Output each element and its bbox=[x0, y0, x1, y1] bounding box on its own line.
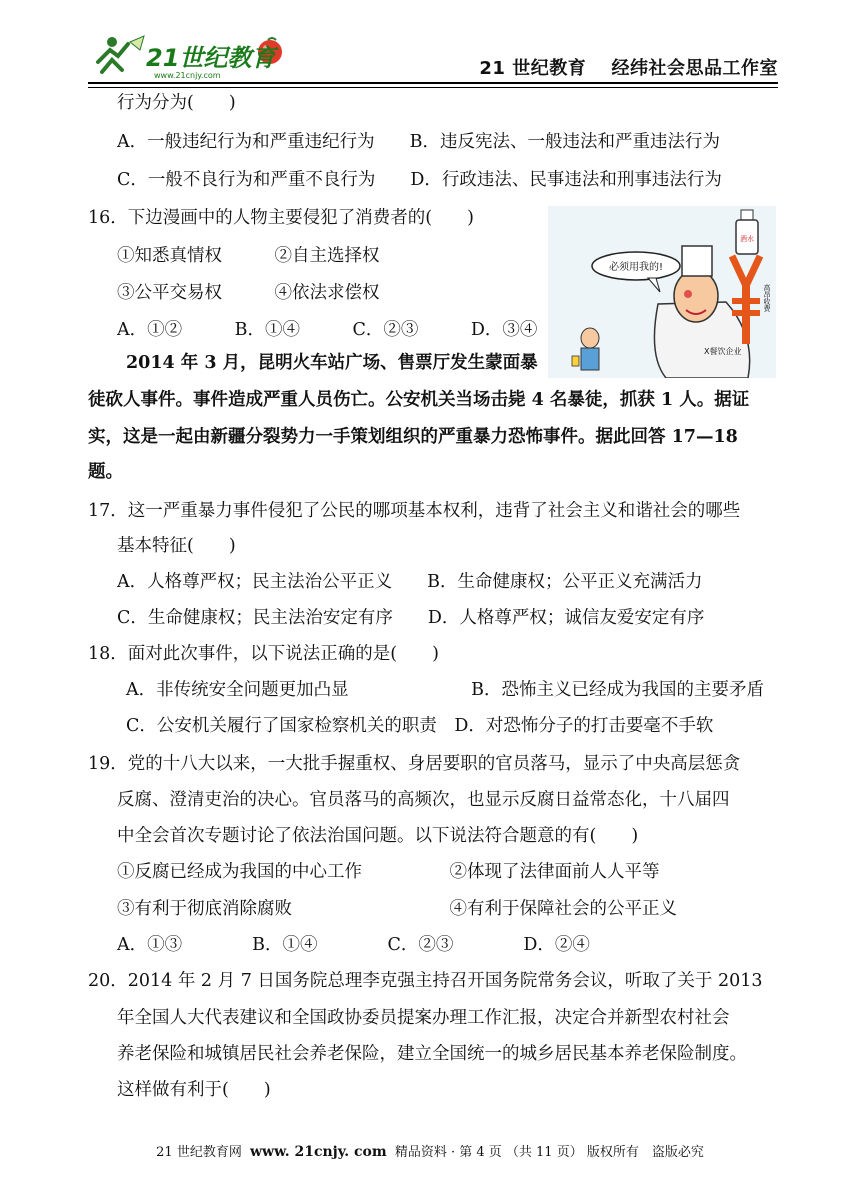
logo-url: www.21cnjy.com bbox=[154, 71, 221, 80]
text-line: 年全国人大代表建议和全国政协委员提案办理工作汇报，决定合并新型农村社会 bbox=[117, 1008, 730, 1028]
text-line: A．一般违纪行为和严重违纪行为 B．违反宪法、一般违法和严重违法行为 bbox=[117, 132, 720, 152]
text-line: A．非传统安全问题更加凸显 B．恐怖主义已经成为我国的主要矛盾 bbox=[126, 680, 764, 700]
passage-line: 题。 bbox=[88, 462, 123, 482]
text-line: 中全会首次专题讨论了依法治国问题。以下说法符合题意的有( ) bbox=[117, 826, 639, 846]
text-line: 养老保险和城镇居民社会养老保险，建立全国统一的城乡居民基本养老保险制度。 bbox=[117, 1044, 747, 1064]
question-18: 18．面对此次事件，以下说法正确的是( ) bbox=[88, 644, 439, 664]
text-line: C．公安机关履行了国家检察机关的职责 D．对恐怖分子的打击要毫不手软 bbox=[126, 716, 714, 736]
text-line: C．一般不良行为和严重不良行为 D．行政违法、民事违法和刑事违法行为 bbox=[117, 170, 722, 190]
text-line: ③公平交易权 ④依法求偿权 bbox=[117, 283, 380, 303]
site-logo bbox=[88, 32, 288, 80]
text-line: ③有利于彻底消除腐败 ④有利于保障社会的公平正义 bbox=[117, 899, 677, 919]
passage-line: 2014 年 3 月，昆明火车站广场、售票厅发生蒙面暴 bbox=[126, 353, 538, 373]
text-line: 反腐、澄清吏治的决心。官员落马的高频次，也显示反腐日益常态化，十八届四 bbox=[117, 790, 730, 810]
cartoon-bubble-text: 必须用我的! bbox=[608, 262, 664, 273]
cartoon-bottle-label: 酒水 bbox=[740, 235, 754, 243]
footer-url[interactable]: www. 21cnjy. com bbox=[249, 1144, 387, 1160]
text-line: ①反腐已经成为我国的中心工作 ②体现了法律面前人人平等 bbox=[117, 862, 660, 882]
text-line: 行为分为( ) bbox=[117, 93, 236, 113]
question-17: 17．这一严重暴力事件侵犯了公民的哪项基本权利，违背了社会主义和谐社会的哪些 bbox=[88, 501, 741, 521]
page-footer bbox=[0, 1141, 860, 1160]
answer-options: A．①② B．①④ C．②③ D．③④ bbox=[117, 320, 538, 340]
answer-options: A．①③ B．①④ C．②③ D．②④ bbox=[117, 935, 590, 955]
question-20: 20．2014 年 2 月 7 日国务院总理李克强主持召开国务院常务会议，听取了关于 2013 bbox=[88, 971, 763, 991]
question-19: 19．党的十八大以来，一大批手握重权、身居要职的官员落马，显示了中央高层惩贪 bbox=[88, 754, 741, 774]
text-line: 这样做有利于( ) bbox=[117, 1080, 271, 1100]
passage-line: 实，这是一起由新疆分裂势力一手策划组织的严重暴力恐怖事件。据此回答 17—18 bbox=[88, 427, 738, 447]
footer-site: 21 世纪教育网 bbox=[156, 1145, 242, 1160]
footer-page-info: 精品资料 · 第 4 页 （共 11 页） 版权所有 盗版必究 bbox=[394, 1145, 704, 1160]
text-line: 基本特征( ) bbox=[117, 536, 236, 556]
cartoon-image bbox=[548, 206, 776, 378]
text-line: C．生命健康权；民主法治安定有序 D．人格尊严权；诚信友爱安定有序 bbox=[117, 608, 705, 628]
header-title: 21 世纪教育 经纬社会思品工作室 bbox=[479, 58, 778, 79]
cartoon-apron-text: X餐饮企业 bbox=[704, 347, 742, 356]
header-divider bbox=[88, 82, 778, 88]
text-line: A．人格尊严权；民主法治公平正义 B．生命健康权；公平正义充满活力 bbox=[117, 572, 703, 592]
question-16: 16．下边漫画中的人物主要侵犯了消费者的( ) bbox=[88, 208, 474, 228]
text-line: ①知悉真情权 ②自主选择权 bbox=[117, 246, 380, 266]
passage-line: 徒砍人事件。事件造成严重人员伤亡。公安机关当场击毙 4 名暴徒，抓获 1 人。据证 bbox=[88, 390, 750, 410]
logo-text: 21世纪教育 bbox=[146, 44, 276, 72]
cartoon-sign-text: 高昂收费 bbox=[763, 284, 771, 312]
page-header bbox=[88, 32, 778, 82]
